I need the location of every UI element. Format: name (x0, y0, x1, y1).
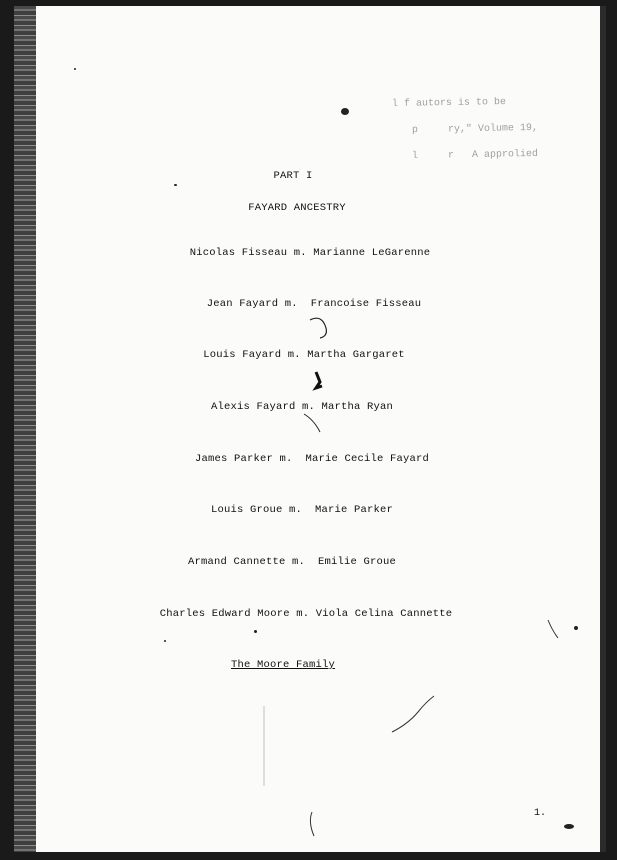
scan-speck (164, 640, 166, 642)
part-heading: PART I (273, 170, 313, 182)
lineage-line: Louis Fayard m. Martha Gargaret (203, 349, 405, 361)
scan-speck (74, 68, 76, 70)
lineage-line: Alexis Fayard m. Martha Ryan (210, 401, 394, 413)
lineage-line: Jean Fayard m. Francoise Fisseau (206, 298, 422, 310)
scan-marks (14, 6, 606, 852)
lineage-line: Nicolas Fisseau m. Marianne LeGarenne (189, 247, 431, 259)
scan-speck (341, 108, 349, 115)
header-fragment-3: l r A approlied (411, 148, 539, 163)
page-number: 1. (534, 808, 547, 819)
header-fragment-1: l f autors is to be (391, 97, 507, 110)
lineage-line: Charles Edward Moore m. Viola Celina Cannette (159, 608, 453, 620)
lineage-line: Armand Cannette m. Emilie Groue (187, 556, 397, 568)
moore-family-link[interactable]: The Moore Family (230, 659, 336, 671)
scan-speck (174, 184, 177, 186)
header-fragment-2: p ry," Volume 19, (411, 122, 539, 137)
section-title: FAYARD ANCESTRY (248, 202, 346, 214)
scan-speck (574, 626, 578, 630)
scan-speck (254, 630, 257, 633)
document-page (14, 6, 606, 852)
scan-speck (564, 824, 574, 829)
lineage-line: James Parker m. Marie Cecile Fayard (194, 453, 430, 465)
lineage-line: Louis Groue m. Marie Parker (210, 504, 394, 516)
